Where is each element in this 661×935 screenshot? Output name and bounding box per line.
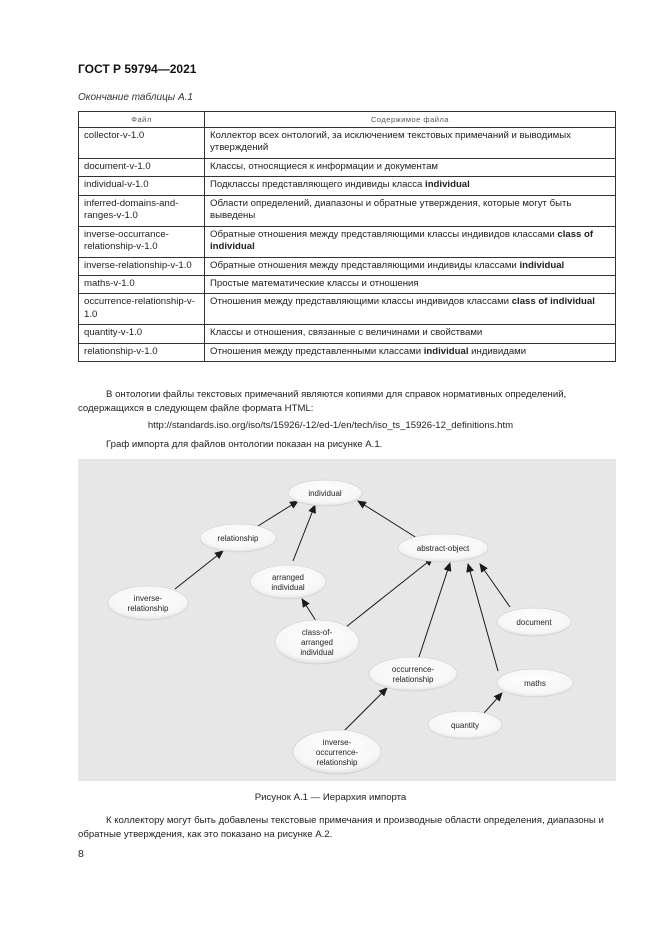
class-name-term: class of individual bbox=[210, 228, 594, 253]
edge-relationship-individual bbox=[258, 501, 298, 526]
edge-quantity-maths bbox=[484, 693, 502, 713]
paragraph-definitions bbox=[78, 388, 616, 416]
table-row bbox=[79, 195, 616, 226]
content-text-suffix: индивидами bbox=[468, 345, 527, 357]
file-name-cell: relationship-v-1.0 bbox=[79, 343, 205, 361]
edge-document-abstract bbox=[480, 564, 510, 607]
edge-class-arranged-abstract bbox=[346, 558, 433, 627]
class-name-term: individual bbox=[423, 345, 469, 357]
definitions-url: http://standards.iso.org/iso/ts/15926/-12/ed-1/en/tech/iso_ts_15926-12_definitions.htm bbox=[147, 420, 514, 431]
content-text: Коллектор всех онтологий, за исключением текстовых примечаний и выводимых утверждений bbox=[210, 129, 571, 154]
node-quantity-label: quantity bbox=[450, 721, 480, 730]
content-text: Обратные отношения между представляющими индивиды классами bbox=[210, 259, 520, 271]
paragraph-definitions-text: В онтологии файлы текстовых примечаний являются копиями для справок нормативных определений, содержащихся в следующем файле формата HTML: bbox=[78, 389, 567, 414]
table-row bbox=[79, 158, 616, 176]
node-arranged-individual bbox=[250, 565, 326, 599]
class-name-term: individual bbox=[425, 179, 470, 191]
table-row bbox=[79, 325, 616, 343]
node-relationship-label: relationship bbox=[217, 534, 259, 543]
table-row bbox=[79, 294, 616, 325]
node-abstract-object-label: abstract-object bbox=[416, 544, 470, 553]
edge-occurrence-abstract bbox=[418, 563, 450, 660]
file-content-cell bbox=[205, 226, 616, 257]
class-name-term: individual bbox=[519, 259, 565, 271]
content-text: Области определений, диапазоны и обратные утверждения, которые могут быть выведены bbox=[210, 197, 572, 222]
node-inverse-occurrence-relationship bbox=[293, 730, 381, 774]
files-table bbox=[78, 111, 616, 362]
column-header-content: Содержимое файла bbox=[205, 112, 616, 128]
figure-caption: Рисунок А.1 — Иерархия импорта bbox=[254, 792, 407, 803]
file-name-cell: inferred-domains-and-ranges-v-1.0 bbox=[79, 195, 205, 226]
paragraph-collector bbox=[78, 814, 616, 842]
content-text: Классы и отношения, связанные с величинами и свойствами bbox=[210, 327, 483, 339]
content-text: Подклассы представляющего индивиды класса bbox=[210, 179, 426, 191]
file-content-cell bbox=[205, 195, 616, 226]
import-hierarchy-figure bbox=[78, 459, 616, 781]
node-abstract-object bbox=[398, 534, 488, 562]
file-name-cell: occurrence-relationship-v-1.0 bbox=[79, 294, 205, 325]
content-text: Отношения между представленными классами bbox=[210, 345, 424, 357]
document-code: ГОСТ Р 59794—2021 bbox=[78, 62, 197, 76]
file-content-cell bbox=[205, 158, 616, 176]
content-text: Простые математические классы и отношения bbox=[210, 277, 419, 289]
node-individual bbox=[288, 480, 362, 506]
column-header-file: Файл bbox=[79, 112, 205, 128]
table-caption: Окончание таблицы А.1 bbox=[78, 92, 193, 103]
content-text: Классы, относящиеся к информации и документам bbox=[210, 160, 439, 172]
edge-arranged-individual bbox=[293, 505, 315, 561]
node-quantity bbox=[428, 711, 502, 739]
file-name-cell: document-v-1.0 bbox=[79, 158, 205, 176]
table-row bbox=[79, 257, 616, 275]
edge-inverse-occurrence-occurrence bbox=[340, 688, 387, 735]
file-name-cell: maths-v-1.0 bbox=[79, 275, 205, 293]
paragraph-graph-intro: Граф импорта для файлов онтологии показан на рисунке А.1. bbox=[106, 439, 383, 450]
table-row bbox=[79, 127, 616, 158]
node-inverse-relationship-label: inverse-relationship bbox=[127, 594, 169, 613]
import-graph bbox=[78, 459, 616, 781]
file-content-cell bbox=[205, 294, 616, 325]
file-name-cell: inverse-relationship-v-1.0 bbox=[79, 257, 205, 275]
file-content-cell bbox=[205, 257, 616, 275]
table-row bbox=[79, 177, 616, 195]
node-class-of-arranged-individual-label: class-of-arranged individual bbox=[300, 628, 334, 657]
file-content-cell bbox=[205, 177, 616, 195]
node-document-label: document bbox=[516, 618, 552, 627]
node-maths bbox=[497, 669, 573, 697]
table-row bbox=[79, 275, 616, 293]
edge-abstract-individual bbox=[358, 501, 420, 540]
node-occurrence-relationship-label: occurrence-relationship bbox=[391, 665, 435, 684]
node-document bbox=[497, 608, 571, 636]
file-name-cell: collector-v-1.0 bbox=[79, 127, 205, 158]
node-class-of-arranged-individual bbox=[275, 620, 359, 664]
table-header-row bbox=[79, 112, 616, 128]
node-individual-label: individual bbox=[308, 489, 342, 498]
page-number: 8 bbox=[78, 848, 84, 860]
node-maths-label: maths bbox=[524, 679, 546, 688]
file-name-cell: inverse-occurrance-relationship-v-1.0 bbox=[79, 226, 205, 257]
paragraph-collector-text: К коллектору могут быть добавлены текстовые примечания и производные области определения, диапазоны и обратные утверждения, как это показано на рисунке А.2. bbox=[78, 815, 604, 840]
table-row bbox=[79, 343, 616, 361]
edge-maths-abstract bbox=[468, 564, 498, 671]
content-text: Отношения между представляющими классы индивидов классами bbox=[210, 296, 512, 308]
edge-inverse-relationship-relationship bbox=[175, 551, 223, 589]
file-name-cell: individual-v-1.0 bbox=[79, 177, 205, 195]
node-arranged-individual-label: arranged individual bbox=[271, 573, 305, 592]
file-name-cell: quantity-v-1.0 bbox=[79, 325, 205, 343]
table-body bbox=[79, 127, 616, 362]
content-text: Обратные отношения между представляющими классы индивидов классами bbox=[210, 228, 558, 240]
node-inverse-relationship bbox=[108, 586, 188, 620]
class-name-term: class of individual bbox=[511, 296, 595, 308]
file-content-cell bbox=[205, 127, 616, 158]
file-content-cell bbox=[205, 343, 616, 361]
node-relationship bbox=[200, 524, 276, 552]
file-content-cell bbox=[205, 275, 616, 293]
node-occurrence-relationship bbox=[369, 657, 457, 691]
table-row bbox=[79, 226, 616, 257]
node-inverse-occurrence-relationship-label: inverse-occurrence-relationship bbox=[315, 738, 359, 767]
file-content-cell bbox=[205, 325, 616, 343]
